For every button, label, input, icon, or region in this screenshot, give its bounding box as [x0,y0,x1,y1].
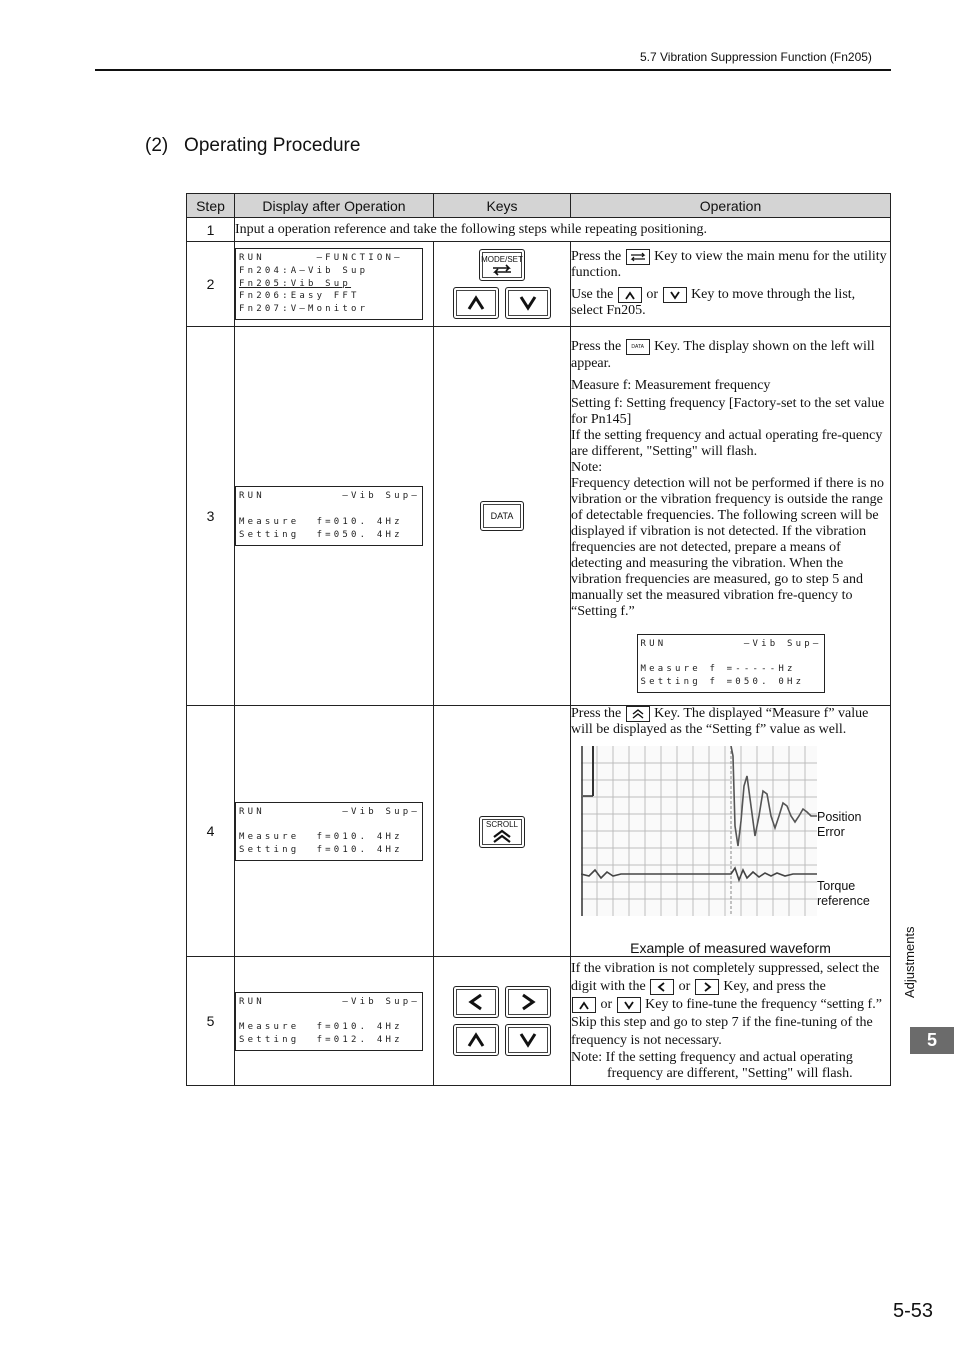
lcd-line: Fn207:V—Monitor [239,304,369,315]
down-key[interactable] [505,287,551,319]
lcd-line-selected: Fn205:Vib Sup [239,278,352,289]
lcd-line: Measure f=010. 4Hz [239,1022,403,1033]
operator-display-no-vibration [637,634,825,693]
data-key-inline-icon: DATA [626,339,650,355]
page-number: 5-53 [893,1300,934,1322]
lcd-line: Setting f=010. 4Hz [239,844,403,855]
right-key[interactable] [505,986,551,1018]
operator-display [235,486,423,545]
lcd-line: Setting f=050. 4Hz [239,529,403,540]
scroll-key[interactable] [479,816,525,848]
table-row [187,327,891,706]
position-error-label: Position Error [817,810,862,840]
down-key[interactable] [505,1024,551,1056]
lcd-line: RUN —FUNCTION— [239,253,403,263]
down-key-inline-icon [663,287,687,303]
operation-text: Note: [571,459,603,475]
waveform-caption: Example of measured waveform [630,940,831,957]
step-number: 3 [187,327,235,706]
scroll-key-label: SCROLL [485,820,518,830]
left-key[interactable] [453,986,499,1018]
right-key-inline-icon [695,979,719,995]
operation-cell: Press the DATA Key. The display shown on the left will appear. Measure f: Measurement frequency Setting f: Setting frequency [Factory-set to the set value for Pn145] If the setting frequency and actual operating fre-quency are different, "Setting" will flash. Note: Frequency detection will not be performed if there is no vibration or the vibration frequency is outside the range of detectable frequencies. The following screen will be displayed if vibration is not detected. If the vibration frequencies are not detected, prepare a means of detecting and measuring the vibration. When the vibration frequencies are measured, go to step 5 and manually set the measured vibration fre-quency to “Setting f.” RUN —Vib Sup— Measure f =-----Hz Setting f =050. 0Hz [571,327,891,706]
lcd-line: Measure f=010. 4Hz [239,832,403,843]
waveform-plot [581,746,817,916]
step-number: 4 [187,706,235,957]
lcd-line: RUN —Vib Sup— [239,996,420,1007]
lcd-line: RUN —Vib Sup— [239,491,420,502]
torque-reference-label: Torque reference [817,879,870,909]
left-arrow-icon [467,993,485,1011]
step-instruction: Input a operation reference and take the following steps while repeating positioning. [235,218,891,242]
operation-text: Measure f: Measurement frequency [571,377,771,393]
measured-waveform-figure [581,746,881,936]
lcd-line: Fn206:Easy FFT [239,291,360,302]
lcd-line [239,503,419,516]
table-row [187,218,891,242]
table-row [187,957,891,1086]
mode-set-key-label: MODE/SET [481,254,523,264]
operation-text: Frequency detection will not be performed if there is no vibration or the vibration frequency is outside the range of detectable frequencies. The following screen will be displayed if vibration is not detected. If the vibration frequencies are not detected, prepare a means of detecting and measuring the vibration. When the vibration frequencies are measured, go to step 5 and manually set the measured vibration fre-quency to “Setting f.” [571,475,884,619]
lcd-line: Fn204:A—Vib Sup [239,265,369,276]
table-header-row [187,194,891,218]
step-number: 2 [187,242,235,327]
operation-text: If the setting frequency and actual operating fre-quency are different, "Setting" will flash. [571,427,883,459]
lcd-line [239,1008,419,1021]
operator-display [235,992,423,1051]
operation-cell: Press the Key. The displayed “Measure f” value will be displayed as the “Setting f” value as well. Position Error Torque reference Example of measured waveform [571,706,891,957]
up-key[interactable] [453,1024,499,1056]
section-title: (2) Operating Procedure [145,135,361,156]
scroll-key-inline-icon [626,706,650,722]
header-operation: Operation [571,194,891,218]
running-head: 5.7 Vibration Suppression Function (Fn205) [640,50,872,64]
data-key-label: DATA [490,511,514,521]
operator-display [235,802,423,861]
operating-procedure-table [186,193,891,1086]
right-arrow-icon [519,993,537,1011]
lcd-line: Setting f=012. 4Hz [239,1035,403,1046]
lcd-line: Setting f =050. 0Hz [640,676,805,687]
operation-cell: If the vibration is not completely suppressed, select the digit with the or Key, and press the or Key to fine-tune the frequency “setting f.” Skip this step and go to step 7 if the fine-tuning of the frequency is not necessary. Note: If the setting frequency and actual operating frequency are different, "Setting" will flash. [571,957,891,1086]
lcd-line [239,818,419,831]
lcd-line: RUN —Vib Sup— [640,638,822,649]
mode-set-key[interactable] [479,249,525,281]
table-row [187,242,891,327]
chapter-side-label: Adjustments [902,926,917,998]
up-arrow-icon [467,1032,485,1048]
double-up-arrow-icon [491,829,513,843]
header-rule [95,69,891,71]
operation-cell: Press the Key to view the main menu for the utility function. Use the or Key to move through the list, select Fn205. [571,242,891,327]
down-arrow-icon [519,295,537,311]
step-number: 5 [187,957,235,1086]
down-arrow-icon [519,1032,537,1048]
up-key[interactable] [453,287,499,319]
up-key-inline-icon [572,997,596,1013]
note-text: Note: If the setting frequency and actual operating frequency are different, "Setting" will flash. [571,1050,853,1082]
header-keys: Keys [434,194,571,218]
lcd-line: Measure f=010. 4Hz [239,517,403,527]
lcd-line: Measure f =-----Hz [640,664,796,675]
mode-set-arrows-icon [490,264,514,276]
header-step: Step [187,194,235,218]
left-key-inline-icon [650,979,674,995]
data-key[interactable] [480,501,524,531]
header-display: Display after Operation [235,194,434,218]
table-row [187,706,891,957]
down-key-inline-icon [617,997,641,1013]
chapter-number-tab: 5 [910,1027,954,1054]
operator-display [235,248,423,320]
up-key-inline-icon [618,287,642,303]
operation-text: Setting f: Setting frequency [Factory-set to the set value for Pn145] [571,395,885,427]
lcd-line: RUN —Vib Sup— [239,806,420,817]
mode-set-key-inline-icon [626,249,650,265]
up-arrow-icon [467,295,485,311]
lcd-line [641,650,821,663]
step-number: 1 [187,218,235,242]
